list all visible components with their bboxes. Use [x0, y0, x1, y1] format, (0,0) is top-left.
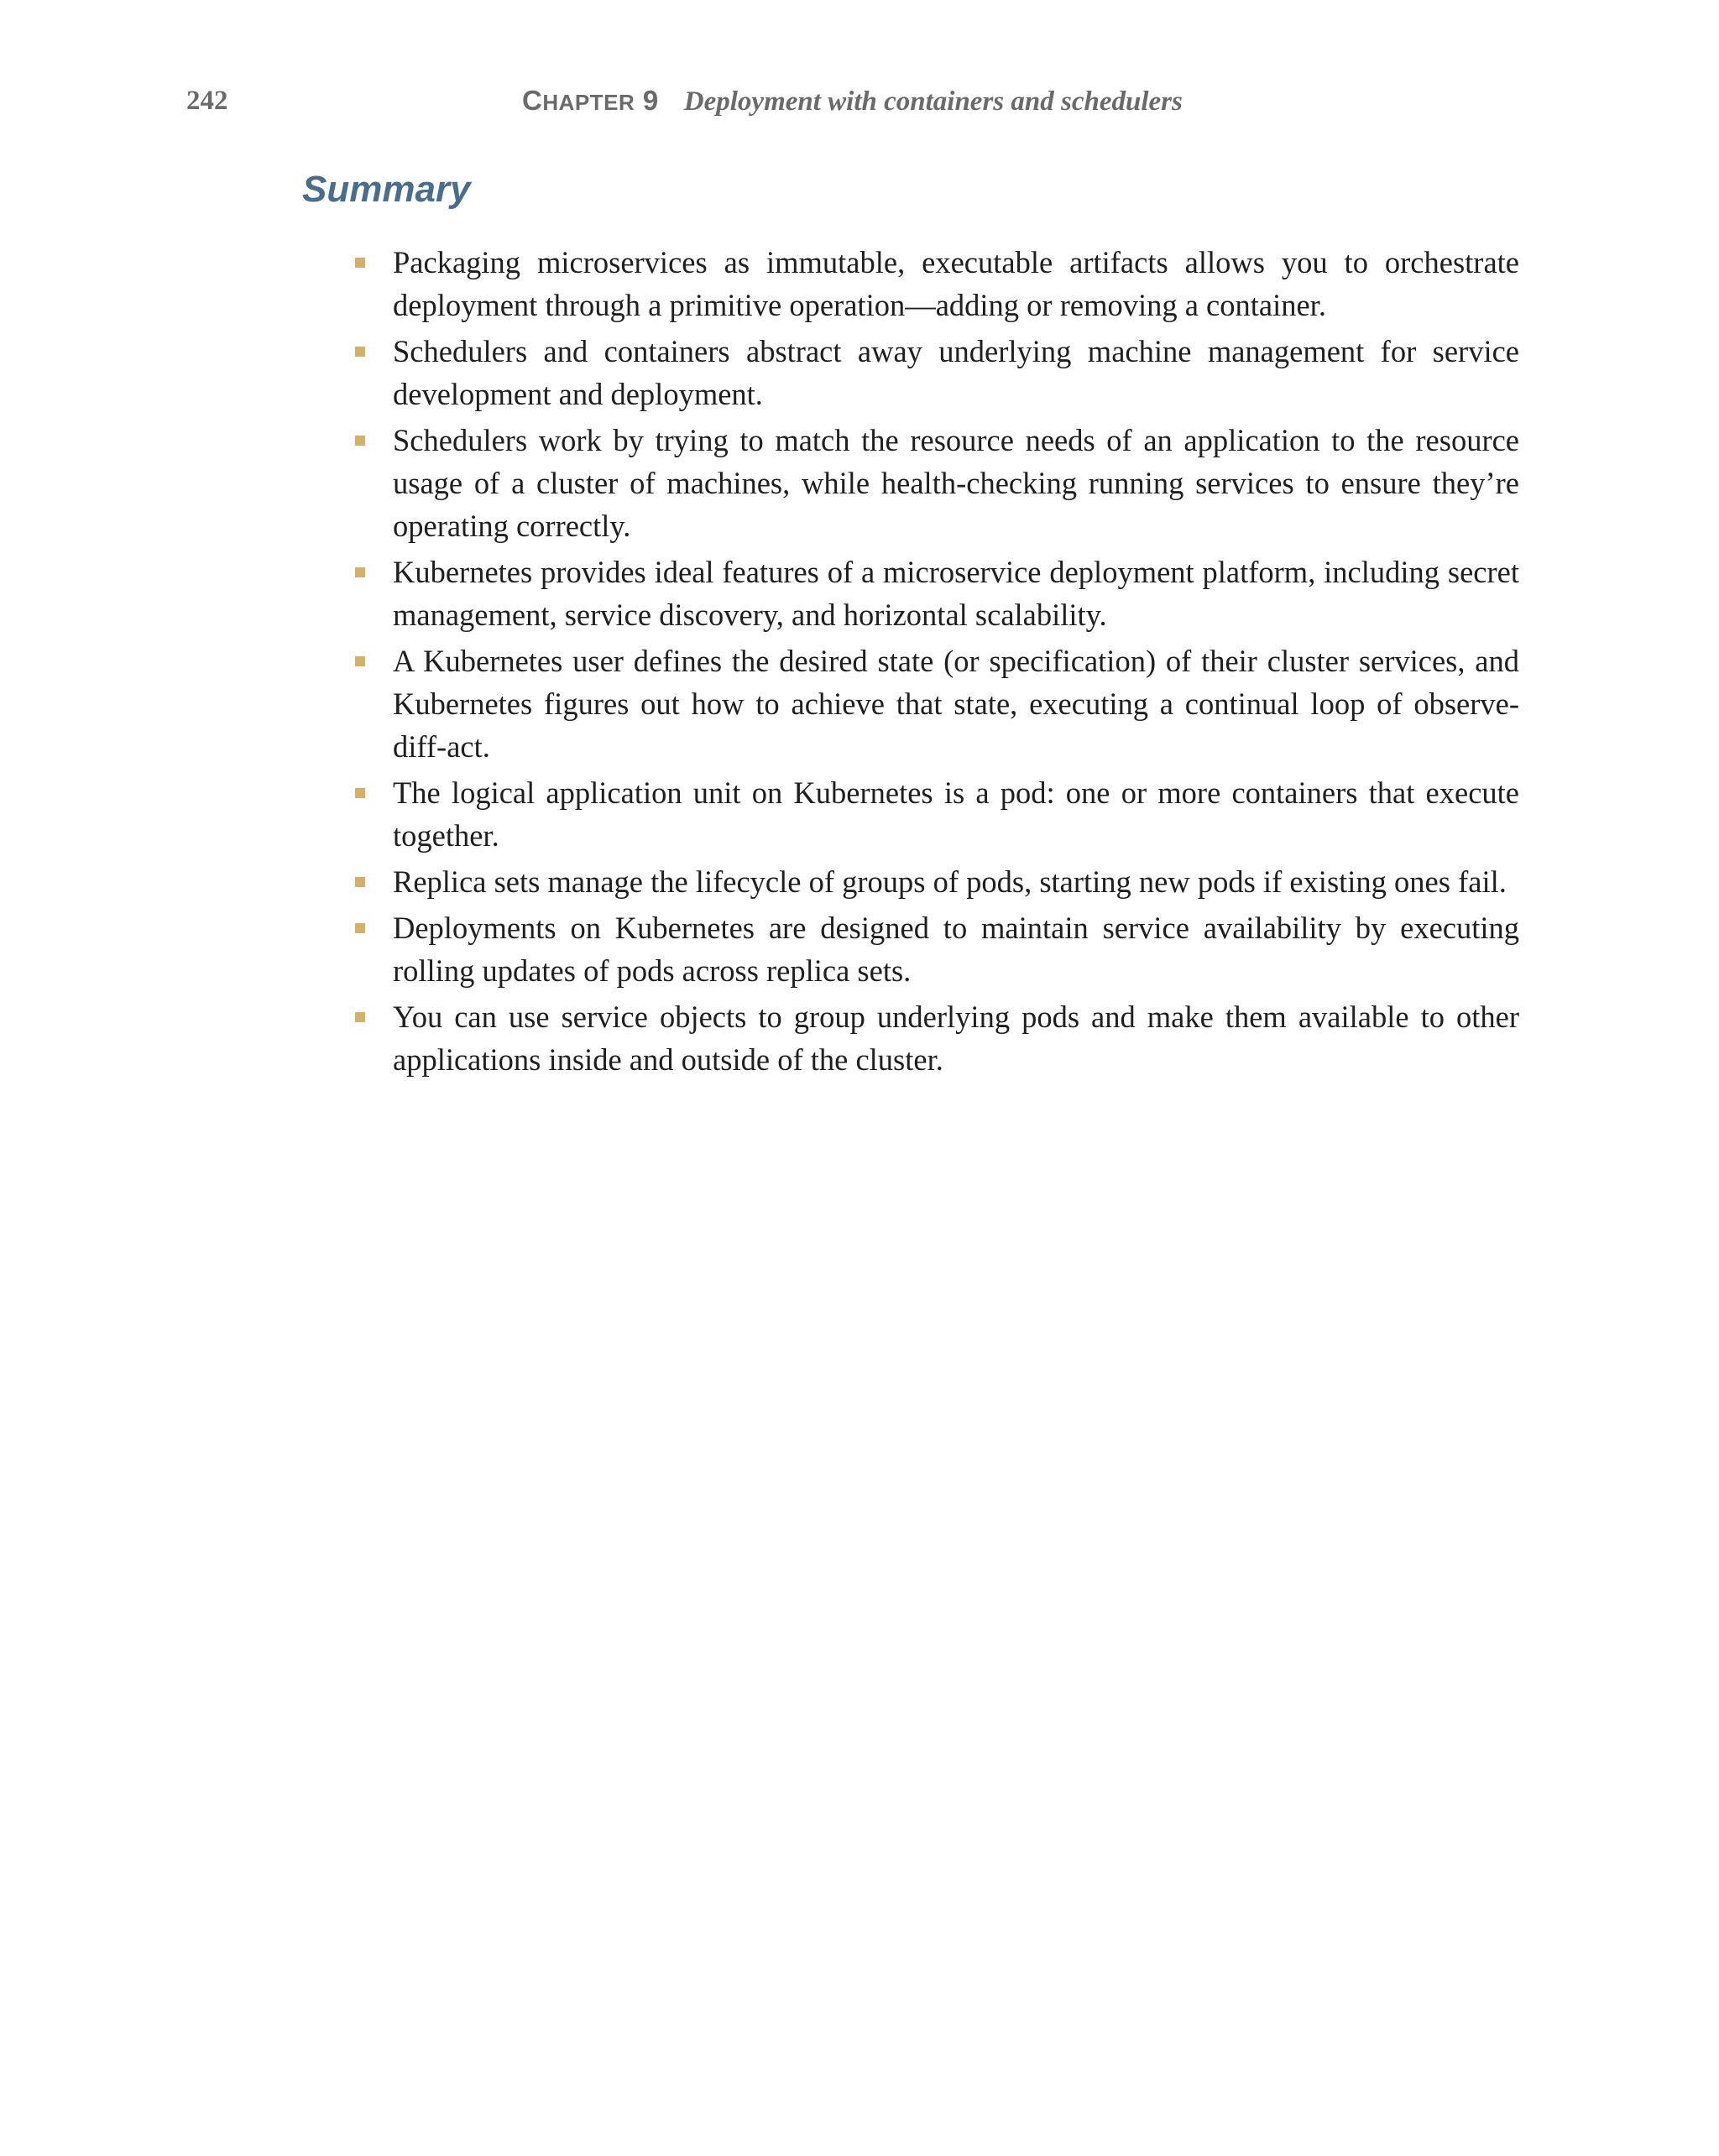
square-bullet-icon — [355, 923, 365, 933]
list-item — [353, 771, 1519, 857]
list-item — [353, 551, 1519, 636]
square-bullet-icon — [355, 258, 365, 268]
list-item-text: You can use service objects to group underlying pods and make them available to other applications inside and outside of the cluster. — [393, 1000, 1519, 1077]
square-bullet-icon — [355, 567, 365, 577]
list-item — [353, 330, 1519, 415]
chapter-label-initial: C — [522, 85, 543, 116]
chapter-heading — [522, 81, 1183, 127]
list-item — [353, 906, 1519, 992]
summary-list — [353, 241, 1519, 1084]
list-item-text: The logical application unit on Kubernetes is a pod: one or more containers that execute together. — [393, 775, 1519, 853]
square-bullet-icon — [355, 877, 365, 887]
list-item-text: Packaging microservices as immutable, executable artifacts allows you to orchestrate deployment through a primitive operation—adding or removing a container. — [393, 245, 1519, 322]
list-item-text: Kubernetes provides ideal features of a microservice deployment platform, including secret management, service discovery, and horizontal scalability. — [393, 555, 1519, 632]
list-item-text: Replica sets manage the lifecycle of groups of pods, starting new pods if existing ones fail. — [393, 864, 1507, 899]
section-heading: Summary — [302, 169, 471, 210]
chapter-label-rest: HAPTER — [542, 90, 635, 115]
list-item — [353, 995, 1519, 1081]
chapter-title: Deployment with containers and schedulers — [683, 86, 1183, 117]
list-item — [353, 639, 1519, 768]
square-bullet-icon — [355, 788, 365, 798]
chapter-label — [522, 85, 659, 116]
list-item-text: Schedulers and containers abstract away underlying machine management for service development and deployment. — [393, 334, 1519, 411]
running-head — [0, 81, 1719, 121]
chapter-number: 9 — [642, 85, 659, 116]
square-bullet-icon — [355, 656, 365, 666]
square-bullet-icon — [355, 436, 365, 446]
page-number: 242 — [186, 86, 228, 116]
square-bullet-icon — [355, 1012, 365, 1022]
list-item — [353, 860, 1519, 903]
list-item-text: Deployments on Kubernetes are designed to maintain service availability by executing rolling updates of pods across replica sets. — [393, 911, 1519, 988]
list-item — [353, 241, 1519, 326]
list-item-text: A Kubernetes user defines the desired state (or specification) of their cluster services, and Kubernetes figures out how to achieve that state, executing a continual loop of observe-diff-act. — [393, 644, 1519, 764]
list-item — [353, 419, 1519, 547]
list-item-text: Schedulers work by trying to match the resource needs of an application to the resource usage of a cluster of machines, while health-checking running services to ensure they’re operating correctly. — [393, 423, 1519, 543]
square-bullet-icon — [355, 347, 365, 357]
